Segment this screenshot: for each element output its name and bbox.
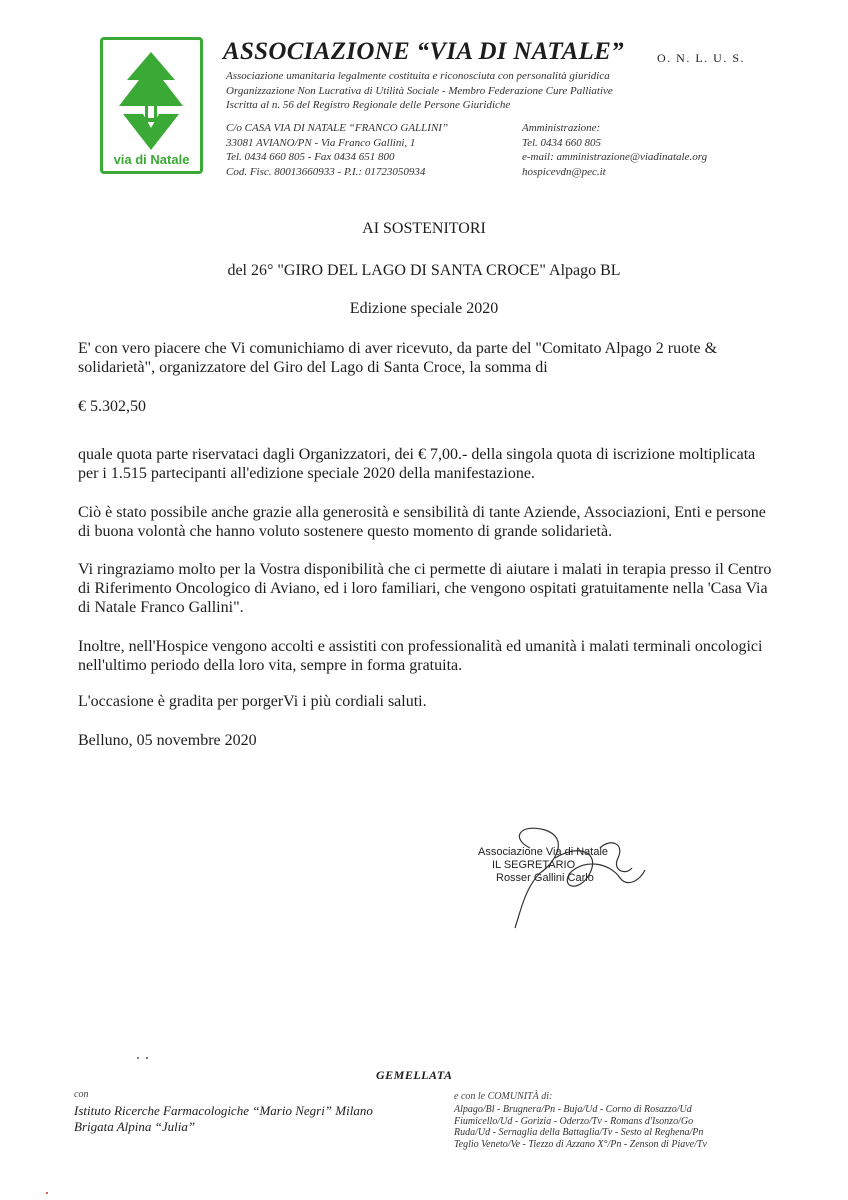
edition-heading: Edizione speciale 2020 (349, 300, 499, 317)
scan-speck (146, 1057, 148, 1059)
administration-block (522, 121, 707, 179)
subtitle-line: Organizzazione Non Lucrativa di Utilità Sociale - Membro Federazione Cure Palliative (226, 84, 613, 97)
donation-amount: € 5.302,50 (78, 398, 146, 415)
stamp-title: IL SEGRETARIO (492, 859, 576, 871)
scan-speck (137, 1057, 139, 1059)
paragraph-quota: quale quota parte riservataci dagli Organizzatori, dei € 7,00.- della singola quota di iscrizione moltiplicata per i 1.515 partecipanti all'edizione speciale 2020 della manifestazione. (78, 446, 756, 482)
recipient-heading: AI SOSTENITORI (362, 220, 486, 237)
admin-line: Tel. 0434 660 805 (522, 136, 602, 149)
community-line: Alpago/Bl - Brugnera/Pn - Buja/Ud - Corno di Rosazzo/Ud (454, 1104, 692, 1115)
communities-label: e con le COMUNITÀ di: (454, 1091, 553, 1102)
signature-stamp (478, 846, 608, 885)
logo-caption: via di Natale (113, 152, 190, 167)
admin-line: Amministrazione: (522, 122, 601, 134)
paragraph-hospice: Inoltre, nell'Hospice vengono accolti e assistiti con professionalità ed umanità i malati terminali oncologici nell'ultimo periodo della loro vita, sempre in forma gratuita. (78, 638, 763, 674)
scan-speck (46, 1192, 48, 1194)
logo (100, 37, 203, 174)
subtitle-line: Associazione umanitaria legalmente costituita e riconosciuta con personalità giuridica (226, 70, 610, 82)
address-block (226, 121, 448, 179)
community-line: Fiumicello/Ud - Gorizia - Oderzo/Tv - Romans d'Isonzo/Go (454, 1115, 694, 1127)
paragraph-intro: E' con vero piacere che Vi comunichiamo di aver ricevuto, da parte del "Comitato Alpago 2 ruote & solidarietà", organizzatore del Giro del Lago di Santa Croce, la somma di (78, 340, 718, 376)
address-line: C/o CASA VIA DI NATALE “FRANCO GALLINI” (226, 122, 449, 134)
admin-pec: hospicevdn@pec.it (522, 165, 606, 178)
community-line: Ruda/Ud - Sernaglia della Battaglia/Tv - Sesto al Reghena/Pn (454, 1127, 704, 1138)
paragraph-closing: L'occasione è gradita per porgerVi i più cordiali saluti. (78, 693, 427, 710)
community-line: Teglio Veneto/Ve - Tiezzo di Azzano X°/Pn - Zenson di Piave/Tv (454, 1138, 707, 1150)
address-line: Cod. Fisc. 80013660933 - P.I.: 01723050934 (226, 165, 426, 178)
stamp-line: Associazione Via di Natale (478, 846, 609, 858)
partners-label: con (74, 1089, 89, 1100)
partner-item: Istituto Ricerche Farmacologiche “Mario Negri” Milano (74, 1103, 373, 1118)
organization-suffix: O. N. L. U. S. (657, 51, 746, 65)
twinned-label: GEMELLATA (376, 1068, 453, 1082)
partner-item: Brigata Alpina “Julia” (74, 1119, 196, 1134)
paragraph-support: Vi ringraziamo molto per la Vostra disponibilità che ci permette di aiutare i malati in terapia presso il Centro di Riferimento Oncologico di Aviano, ed i loro familiari, che vengono ospitati gratuitamente nella 'Casa Via di Natale Franco Gallini". (78, 561, 772, 616)
event-heading: del 26° "GIRO DEL LAGO DI SANTA CROCE" Alpago BL (227, 262, 621, 279)
place-date: Belluno, 05 novembre 2020 (78, 732, 257, 749)
admin-email: e-mail: amministrazione@viadinatale.org (522, 151, 708, 164)
stamp-line: Rosser Gallini Carlo (496, 872, 594, 884)
subtitle-line: Iscritta al n. 56 del Registro Regionale delle Persone Giuridiche (226, 99, 511, 112)
paragraph-sponsors: Ciò è stato possibile anche grazie alla generosità e sensibilità di tante Aziende, Associazioni, Enti e persone di buona volontà che hanno voluto sostenere questo momento di grande solidarietà. (78, 504, 766, 540)
address-line: Tel. 0434 660 805 - Fax 0434 651 800 (226, 151, 395, 164)
tree-heart-logo-icon (109, 46, 194, 154)
partners-list (74, 1103, 373, 1135)
organization-subtitle (226, 69, 613, 113)
address-line: 33081 AVIANO/PN - Via Franco Gallini, 1 (226, 136, 416, 149)
organization-name: ASSOCIAZIONE “VIA DI NATALE” (223, 38, 624, 65)
communities-list (454, 1104, 764, 1150)
